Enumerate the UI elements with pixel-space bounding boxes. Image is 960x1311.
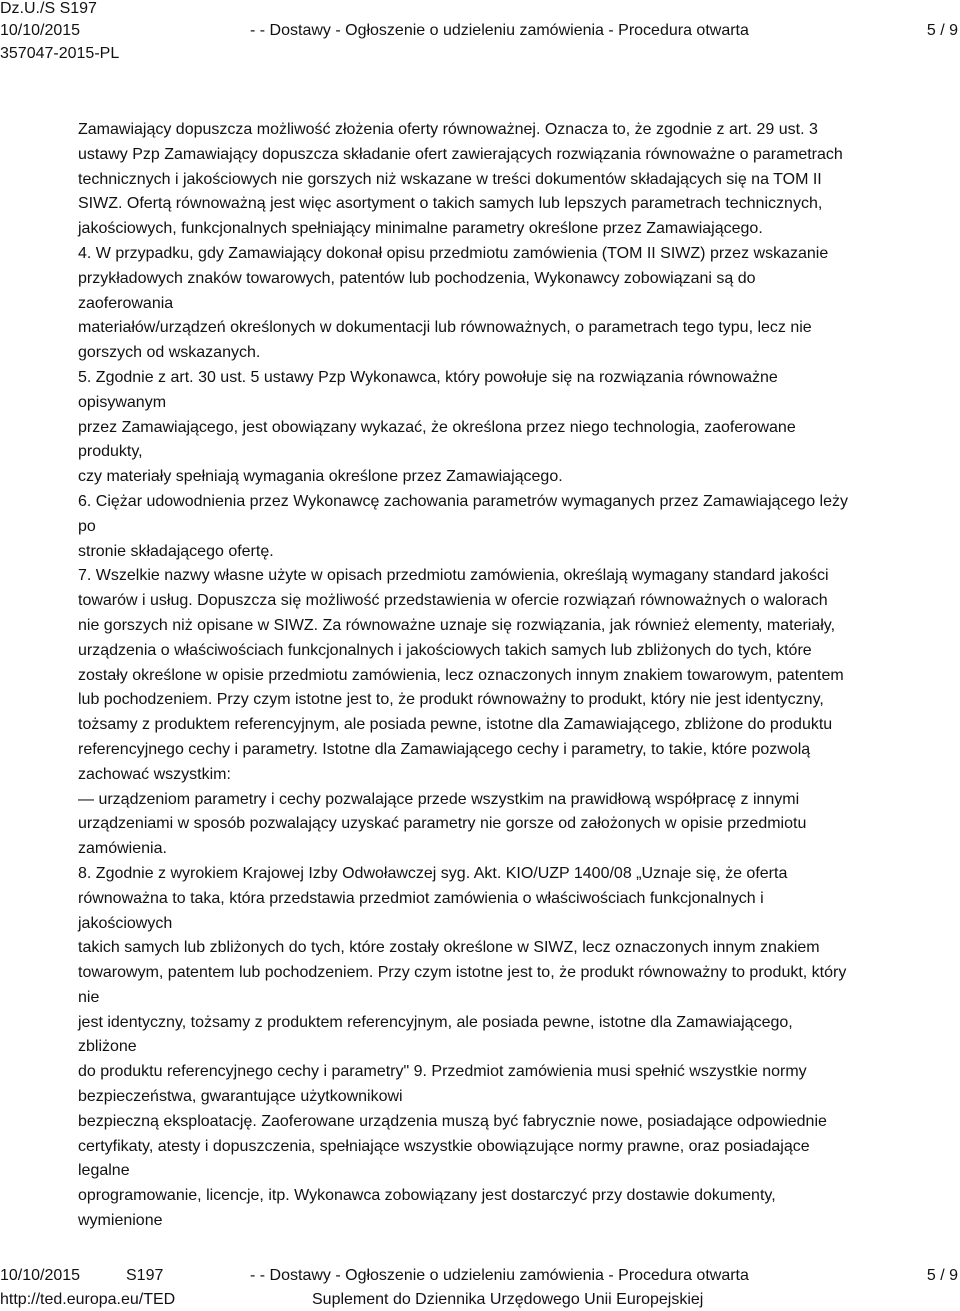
body-line: zamówienia.: [78, 840, 167, 858]
body-line: lub pochodzeniem. Przy czym istotne jest to, że produkt równoważny to produkt, który nie jest identyczny,: [78, 691, 824, 709]
document-reference: Dz.U./S S197: [0, 0, 97, 17]
body-line: do produktu referencyjnego cechy i parametry" 9. Przedmiot zamówienia musi spełnić wszystkie normy: [78, 1063, 807, 1081]
body-line: legalne: [78, 1162, 130, 1180]
footer-page-number: 5 / 9: [926, 1267, 958, 1284]
body-line: towarowym, patentem lub pochodzeniem. Przy czym istotne jest to, że produkt równoważny to produkt, który: [78, 964, 847, 982]
header-date: 10/10/2015: [0, 22, 81, 39]
body-line: 5. Zgodnie z art. 30 ust. 5 ustawy Pzp Wykonawca, który powołuje się na rozwiązania równoważne: [78, 368, 778, 386]
header-page-number: 5 / 9: [926, 22, 958, 39]
footer-url: http://ted.europa.eu/TED: [0, 1291, 176, 1308]
body-line: produkty,: [78, 443, 143, 461]
body-line: po: [78, 517, 96, 535]
body-line: takich samych lub zbliżonych do tych, które zostały określone w SIWZ, lecz oznaczonych innym znakiem: [78, 939, 820, 957]
body-line: jakościowych, funkcjonalnych spełniający minimalne parametry określone przez Zamawiającego.: [78, 220, 763, 238]
body-line: urządzenia o właściwościach funkcjonalnych i jakościowych takich samych lub zbliżonych do tych, które: [78, 641, 812, 659]
footer-date: 10/10/2015: [0, 1267, 81, 1284]
body-line: zostały określone w opisie przedmiotu zamówienia, lecz oznaczonych innym znakiem towarowym, patentem: [78, 666, 844, 684]
body-line: nie gorszych niż opisane w SIWZ. Za równoważne uznaje się rozwiązania, jak również elementy, materiały,: [78, 616, 836, 634]
notice-body: [78, 118, 948, 1234]
body-line: stronie składającego ofertę.: [78, 542, 274, 560]
body-line: przykładowych znaków towarowych, patentów lub pochodzenia, Wykonawcy zobowiązani są do: [78, 269, 756, 287]
footer-supplement: Suplement do Dziennika Urzędowego Unii Europejskiej: [312, 1291, 704, 1308]
body-line: — urządzeniom parametry i cechy pozwalające przede wszystkim na prawidłową współpracę z innymi: [78, 790, 800, 808]
body-line: jakościowych: [78, 914, 173, 932]
body-line: 8. Zgodnie z wyrokiem Krajowej Izby Odwoławczej syg. Akt. KIO/UZP 1400/08 „Uznaje się, że oferta: [78, 864, 788, 882]
body-line: równoważna to taka, która przedstawia przedmiot zamówienia o właściwościach funkcjonalnych i: [78, 889, 764, 907]
body-line: towarów i usług. Dopuszcza się możliwość przedstawienia w ofercie rozwiązań równoważnych o walorach: [78, 592, 828, 610]
body-line: Zamawiający dopuszcza możliwość złożenia oferty równoważnej. Oznacza to, że zgodnie z art. 29 ust. 3: [78, 121, 818, 138]
body-line: bezpieczeństwa, gwarantujące użytkownikowi: [78, 1088, 403, 1106]
header-title: - - Dostawy - Ogłoszenie o udzieleniu zamówienia - Procedura otwarta: [250, 22, 749, 39]
body-line: 7. Wszelkie nazwy własne użyte w opisach przedmiotu zamówienia, określają wymagany standard jakości: [78, 567, 829, 585]
body-line: tożsamy z produktem referencyjnym, ale posiada pewne, istotne dla Zamawiającego, zbliżone do produktu: [78, 716, 833, 734]
body-line: 4. W przypadku, gdy Zamawiający dokonał opisu przedmiotu zamówienia (TOM II SIWZ) przez wskazanie: [78, 244, 829, 262]
body-line: zachować wszystkim:: [78, 765, 231, 783]
body-line: urządzeniami w sposób pozwalający uzyskać parametry nie gorsze od założonych w opisie przedmiotu: [78, 815, 807, 833]
body-line: ustawy Pzp Zamawiający dopuszcza składanie ofert zawierających rozwiązania równoważne o parametrach: [78, 145, 843, 163]
body-line: oprogramowanie, licencje, itp. Wykonawca zobowiązany jest dostarczyć przy dostawie dokumenty,: [78, 1187, 776, 1205]
body-line: SIWZ. Ofertą równoważną jest więc asortyment o takich samych lub lepszych parametrach technicznych,: [78, 195, 823, 213]
body-line: wymienione: [78, 1212, 163, 1230]
body-line: przez Zamawiającego, jest obowiązany wykazać, że określona przez niego technologia, zaoferowane: [78, 418, 796, 436]
body-line: opisywanym: [78, 393, 167, 411]
notice-number: 357047-2015-PL: [0, 45, 120, 62]
body-line: nie: [78, 988, 100, 1006]
body-line: zaoferowania: [78, 294, 174, 312]
body-line: 6. Ciężar udowodnienia przez Wykonawcę zachowania parametrów wymaganych przez Zamawiającego leży: [78, 492, 848, 510]
body-line: czy materiały spełniają wymagania określone przez Zamawiającego.: [78, 468, 563, 486]
body-line: materiałów/urządzeń określonych w dokumentacji lub równoważnych, o parametrach tego typu, lecz nie: [78, 319, 812, 337]
body-line: gorszych od wskazanych.: [78, 344, 261, 362]
footer-title: - - Dostawy - Ogłoszenie o udzieleniu zamówienia - Procedura otwarta: [250, 1267, 749, 1284]
body-line: bezpieczną eksploatację. Zaoferowane urządzenia muszą być fabrycznie nowe, posiadające odpowiednie: [78, 1112, 827, 1130]
body-line: referencyjnego cechy i parametry. Istotne dla Zamawiającego cechy i parametry, to takie, które pozwolą: [78, 740, 811, 758]
body-line: zbliżone: [78, 1038, 137, 1056]
body-line: technicznych i jakościowych nie gorszych niż wskazane w treści dokumentów składających się na TOM II: [78, 170, 822, 188]
body-line: certyfikaty, atesty i dopuszczenia, spełniające wszystkie obowiązujące normy prawne, oraz posiadające: [78, 1137, 810, 1155]
body-line: jest identyczny, tożsamy z produktem referencyjnym, ale posiada pewne, istotne dla Zamawiającego,: [78, 1013, 793, 1031]
footer-code: S197: [126, 1267, 164, 1284]
